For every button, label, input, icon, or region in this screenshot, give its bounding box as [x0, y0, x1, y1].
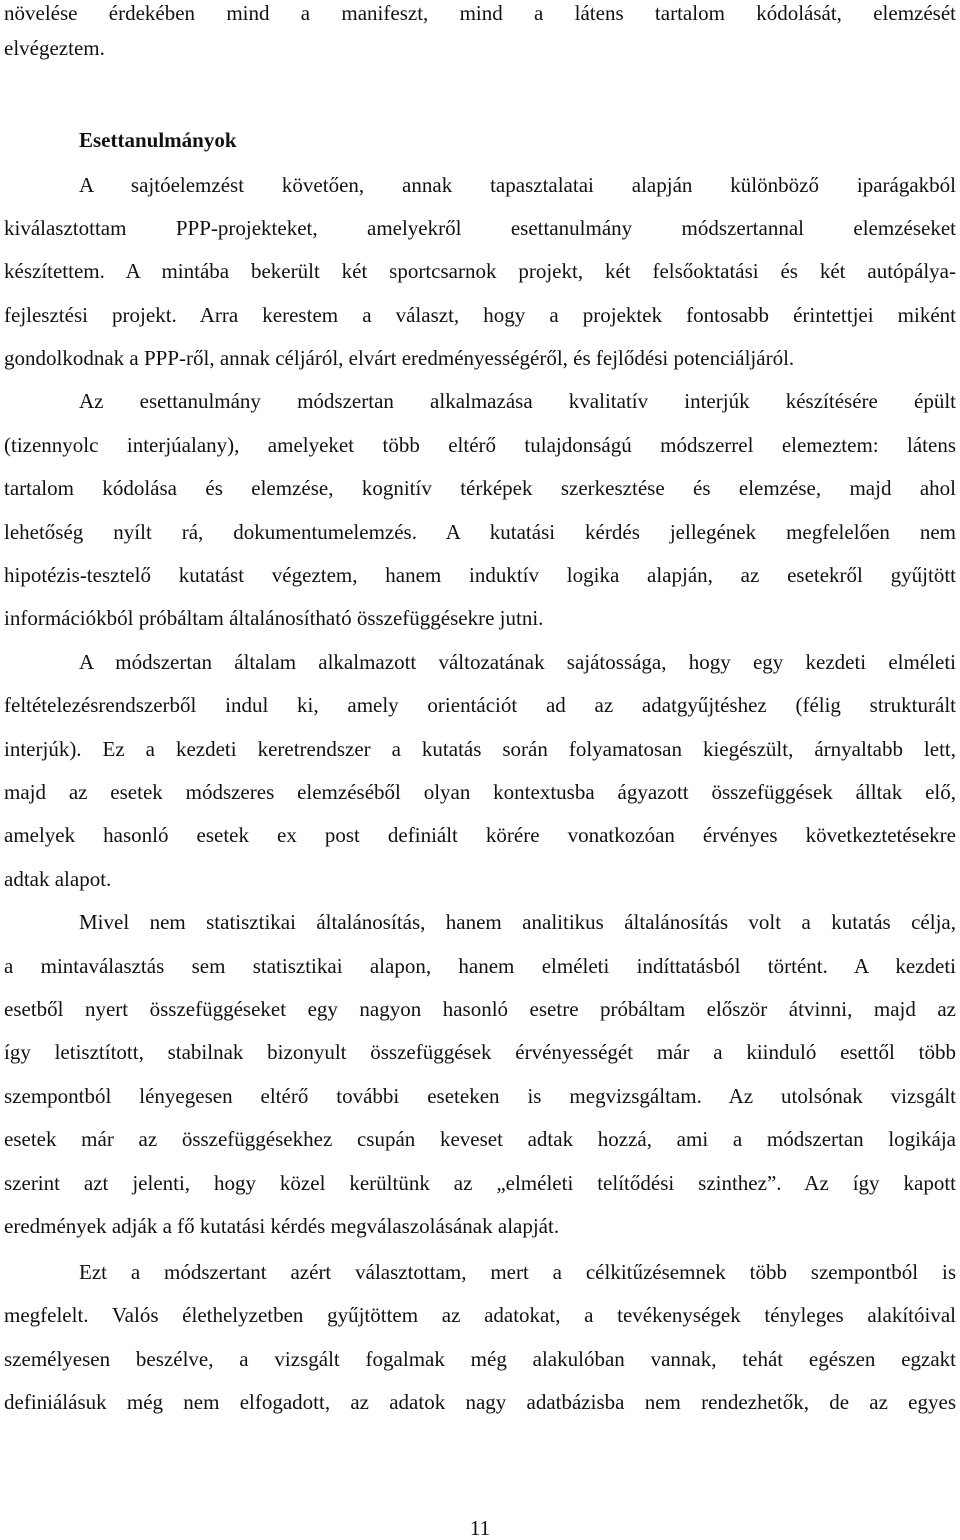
paragraph-line: eredmények adják a fő kutatási kérdés megválaszolásának alapját. — [4, 1214, 560, 1238]
paragraph-line: gondolkodnak a PPP-ről, annak céljáról, elvárt eredményességéről, és fejlődési potenciáljáról. — [4, 346, 795, 370]
paragraph-line: hipotézis-tesztelő kutatást végeztem, hanem induktív logika alapján, az esetekről gyűjtött — [4, 563, 956, 587]
paragraph-line: szerint azt jelenti, hogy közel kerültünk az „elméleti telítődési szinthez”. Az így kapott — [4, 1171, 956, 1195]
paragraph-line: személyesen beszélve, a vizsgált fogalmak még alakulóban vannak, tehát egészen egzakt — [4, 1347, 956, 1371]
intro-line: növelése érdekében mind a manifeszt, mind a látens tartalom kódolását, elemzését — [4, 1, 956, 25]
paragraph-line: így letisztított, stabilnak bizonyult összefüggések érvényességét már a kiinduló esettől több — [4, 1040, 956, 1064]
paragraph-line: amelyek hasonló esetek ex post definiált körére vonatkozóan érvényes következtetésekre — [4, 823, 956, 847]
paragraph-line: szempontból lényegesen eltérő további eseteken is megvizsgáltam. Az utolsónak vizsgált — [4, 1084, 956, 1108]
paragraph-line: interjúk). Ez a kezdeti keretrendszer a kutatás során folyamatosan kiegészült, árnyaltabb lett, — [4, 737, 956, 761]
paragraph-line: esetből nyert összefüggéseket egy nagyon hasonló esetre próbáltam először átvinni, majd az — [4, 997, 956, 1021]
paragraph-line: lehetőség nyílt rá, dokumentumelemzés. A kutatási kérdés jellegének megfelelően nem — [4, 520, 956, 544]
paragraph-line: A módszertan általam alkalmazott változatának sajátossága, hogy egy kezdeti elméleti — [79, 650, 956, 674]
paragraph-line: készítettem. A mintába bekerült két sportcsarnok projekt, két felsőoktatási és két autópálya- — [4, 259, 956, 283]
paragraph-line: a mintaválasztás sem statisztikai alapon, hanem elméleti indíttatásból történt. A kezdeti — [4, 954, 956, 978]
paragraph-line: definiálásuk még nem elfogadott, az adatok nagy adatbázisba nem rendezhetők, de az egyes — [4, 1390, 956, 1414]
paragraph-line: Az esettanulmány módszertan alkalmazása kvalitatív interjúk készítésére épült — [79, 389, 956, 413]
paragraph-line: kiválasztottam PPP-projekteket, amelyekről esettanulmány módszertannal elemzéseket — [4, 216, 956, 240]
paragraph-line: Mivel nem statisztikai általánosítás, hanem analitikus általánosítás volt a kutatás célja, — [79, 910, 956, 934]
section-heading: Esettanulmányok — [79, 128, 237, 152]
paragraph-line: A sajtóelemzést követően, annak tapasztalatai alapján különböző iparágakból — [79, 173, 956, 197]
paragraph-line: (tizennyolc interjúalany), amelyeket több eltérő tulajdonságú módszerrel elemeztem: látens — [4, 433, 956, 457]
paragraph-line: adtak alapot. — [4, 867, 112, 891]
page-number: 11 — [469, 1516, 491, 1540]
paragraph-line: esetek már az összefüggésekhez csupán keveset adtak hozzá, ami a módszertan logikája — [4, 1127, 956, 1151]
paragraph-line: feltételezésrendszerből indul ki, amely orientációt ad az adatgyűjtéshez (félig strukturált — [4, 693, 956, 717]
intro-line: elvégeztem. — [4, 36, 105, 60]
paragraph-line: fejlesztési projekt. Arra kerestem a választ, hogy a projektek fontosabb érintettjei miként — [4, 303, 956, 327]
paragraph-line: Ezt a módszertant azért választottam, mert a célkitűzésemnek több szempontból is — [79, 1260, 956, 1284]
paragraph-line: megfelelt. Valós élethelyzetben gyűjtöttem az adatokat, a tevékenységek tényleges alakítóival — [4, 1303, 956, 1327]
paragraph-line: információkból próbáltam általánosítható összefüggésekre jutni. — [4, 606, 544, 630]
paragraph-line: tartalom kódolása és elemzése, kognitív térképek szerkesztése és elemzése, majd ahol — [4, 476, 956, 500]
paragraph-line: majd az esetek módszeres elemzéséből olyan kontextusba ágyazott összefüggések álltak elő, — [4, 780, 956, 804]
